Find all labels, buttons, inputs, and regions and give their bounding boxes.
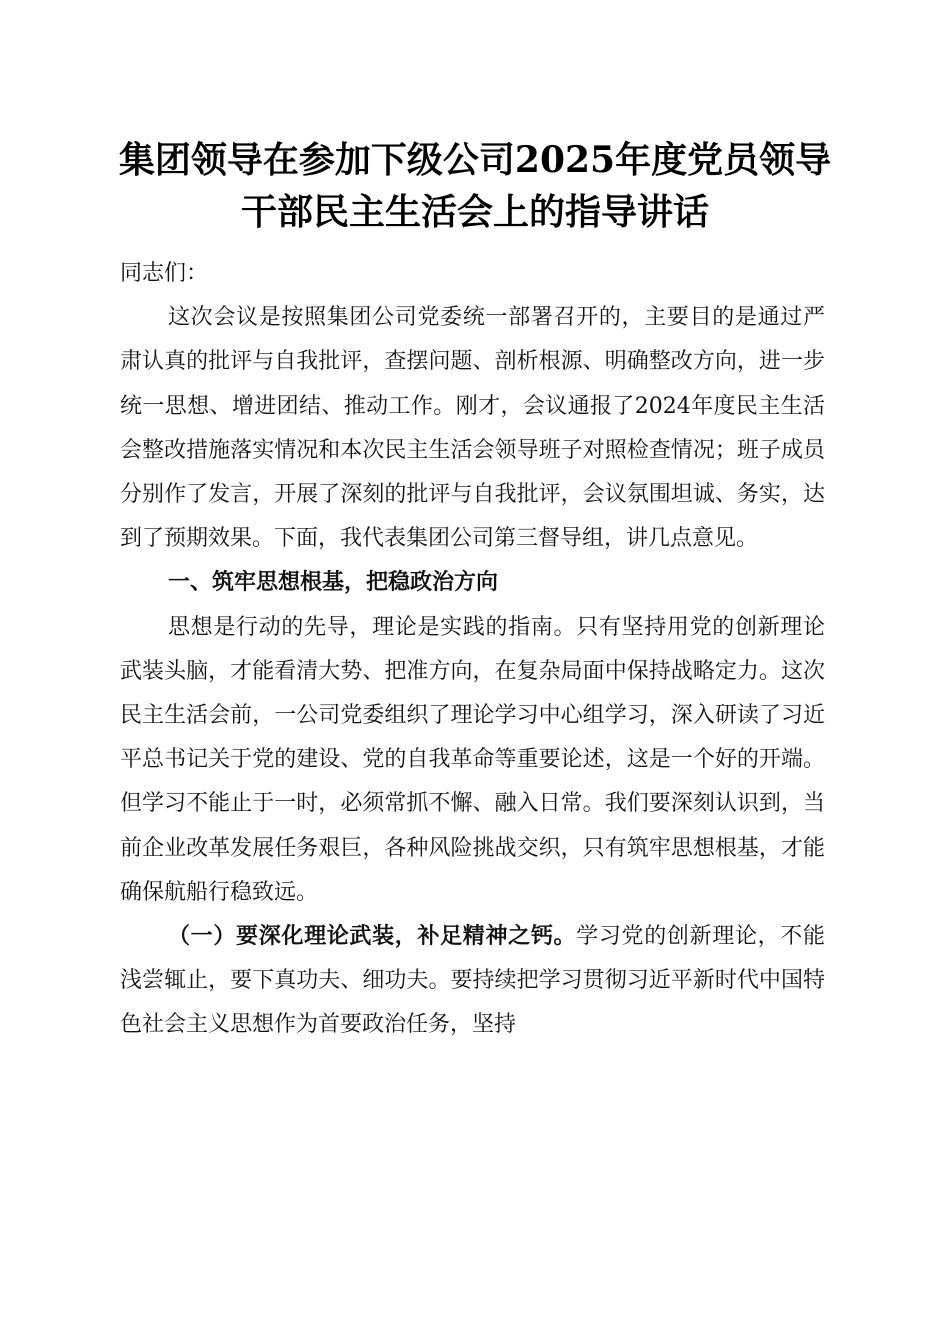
- document-body: [120, 252, 825, 1048]
- section-heading-1: 一、筑牢思想根基，把稳政治方向: [168, 570, 499, 596]
- document-title: [100, 134, 850, 238]
- sub-heading-1: （一）要深化理论武装，补足精神之钙。: [168, 924, 577, 950]
- title-line-1: 集团领导在参加下级公司2025年度党员领导: [118, 139, 832, 181]
- title-line-2: 干部民主生活会上的指导讲话: [240, 191, 709, 233]
- paragraph-1: 这次会议是按照集团公司党委统一部署召开的，主要目的是通过严肃认真的批评与自我批评，查摆问题、剖析根源、明确整改方向，进一步统一思想、增进团结、推动工作。刚才，会议通报了2024年度民主生活会整改措施落实情况和本次民主生活会领导班子对照检查情况；班子成员分别作了发言，开展了深刻的批评与自我批评，会议氛围坦诚、务实，达到了预期效果。下面，我代表集团公司第三督导组，讲几点意见。: [120, 305, 825, 552]
- salutation: 同志们：: [120, 261, 209, 286]
- paragraph-3: [120, 915, 825, 1048]
- paragraph-3-text: 学习党的创新理论，不能浅尝辄止，要下真功夫、细功夫。要持续把学习贯彻习近平新时代中国特色社会主义思想作为首要政治任务，坚持: [120, 924, 825, 1038]
- paragraph-2: 思想是行动的先导，理论是实践的指南。只有坚持用党的创新理论武装头脑，才能看清大势、把准方向，在复杂局面中保持战略定力。这次民主生活会前，一公司党委组织了理论学习中心组学习，深入研读了习近平总书记关于党的建设、党的自我革命等重要论述，这是一个好的开端。但学习不能止于一时，必须常抓不懈、融入日常。我们要深刻认识到，当前企业改革发展任务艰巨，各种风险挑战交织，只有筑牢思想根基，才能确保航船行稳致远。: [120, 614, 825, 905]
